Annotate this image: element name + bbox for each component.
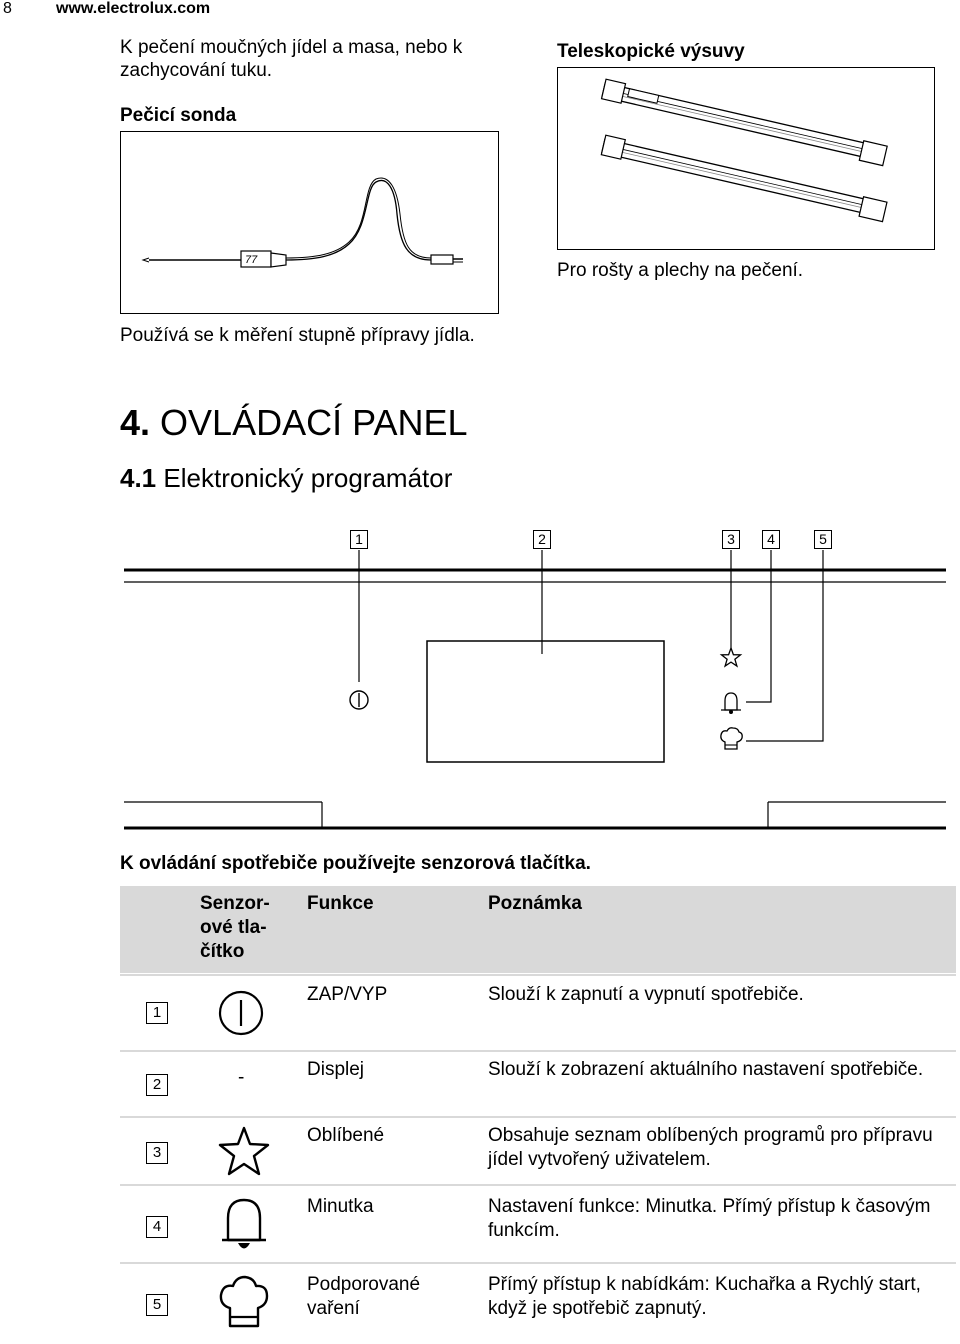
chapter-number: 4. — [120, 402, 151, 443]
row-number: 4 — [146, 1216, 168, 1238]
bell-icon — [216, 1194, 272, 1256]
callout-4: 4 — [762, 530, 780, 549]
row-function: ZAP/VYP — [307, 984, 388, 1005]
rails-caption: Pro rošty a plechy na pečení. — [557, 260, 804, 281]
star-icon[interactable] — [722, 648, 741, 666]
power-icon — [216, 988, 266, 1038]
row-function: Podporované vaření — [307, 1274, 421, 1319]
callout-1: 1 — [350, 530, 368, 549]
chapter-heading — [120, 402, 468, 444]
control-panel-diagram — [0, 520, 960, 840]
callout-3: 3 — [722, 530, 740, 549]
chef-hat-icon[interactable] — [721, 728, 742, 749]
table-header-row — [120, 886, 956, 976]
row-number: 2 — [146, 1074, 168, 1096]
table-row — [120, 1184, 956, 1262]
row-note: Přímý přístup k nabídkám: Kuchařka a Rychlý start, když je spotřebič zapnutý. — [488, 1274, 921, 1319]
rails-illustration — [557, 67, 935, 250]
section-number: 4.1 — [120, 463, 157, 493]
probe-title: Pečicí sonda — [120, 105, 237, 126]
table-row — [120, 1262, 956, 1342]
row-note: Slouží k zapnutí a vypnutí spotřebiče. — [488, 984, 804, 1005]
telescopic-rails-drawing — [558, 68, 933, 248]
chapter-title: OVLÁDACÍ PANEL — [160, 402, 468, 443]
probe-caption: Používá se k měření stupně přípravy jídla. — [120, 325, 475, 346]
section-title: Elektronický programátor — [163, 463, 453, 493]
display-symbol: - — [238, 1067, 245, 1088]
table-row — [120, 974, 956, 1050]
rails-title: Teleskopické výsuvy — [557, 41, 745, 62]
intro-sentence: K ovládání spotřebiče používejte senzorová tlačítka. — [120, 853, 591, 874]
row-number: 1 — [146, 1002, 168, 1024]
table-row — [120, 1116, 956, 1184]
row-note: Nastavení funkce: Minutka. Přímý přístup k časovým funkcím. — [488, 1196, 931, 1241]
row-function: Oblíbené — [307, 1125, 385, 1146]
row-number: 5 — [146, 1294, 168, 1316]
header-function: Funkce — [307, 893, 374, 914]
accessory-description: K pečení moučných jídel a masa, nebo k zachycování tuku. — [120, 37, 463, 81]
bell-icon[interactable] — [721, 693, 741, 714]
row-function: Minutka — [307, 1196, 374, 1217]
star-icon — [216, 1124, 272, 1180]
row-function: Displej — [307, 1059, 365, 1080]
callout-2: 2 — [533, 530, 551, 549]
chef-hat-icon — [216, 1272, 272, 1332]
header-url[interactable]: www.electrolux.com — [56, 0, 211, 17]
table-row — [120, 1050, 956, 1116]
meat-probe-drawing — [121, 132, 497, 312]
power-icon[interactable] — [350, 691, 368, 709]
row-number: 3 — [146, 1142, 168, 1164]
header-note: Poznámka — [488, 893, 582, 914]
section-heading — [120, 463, 452, 494]
page-number: 8 — [3, 0, 12, 17]
row-note: Obsahuje seznam oblíbených programů pro přípravu jídel vytvořený uživatelem. — [488, 1125, 933, 1170]
row-note: Slouží k zobrazení aktuálního nastavení spotřebiče. — [488, 1059, 924, 1080]
svg-text:77: 77 — [245, 254, 258, 266]
probe-illustration — [120, 131, 499, 314]
callout-5: 5 — [814, 530, 832, 549]
header-button: Senzorové tlačítko — [200, 893, 270, 962]
